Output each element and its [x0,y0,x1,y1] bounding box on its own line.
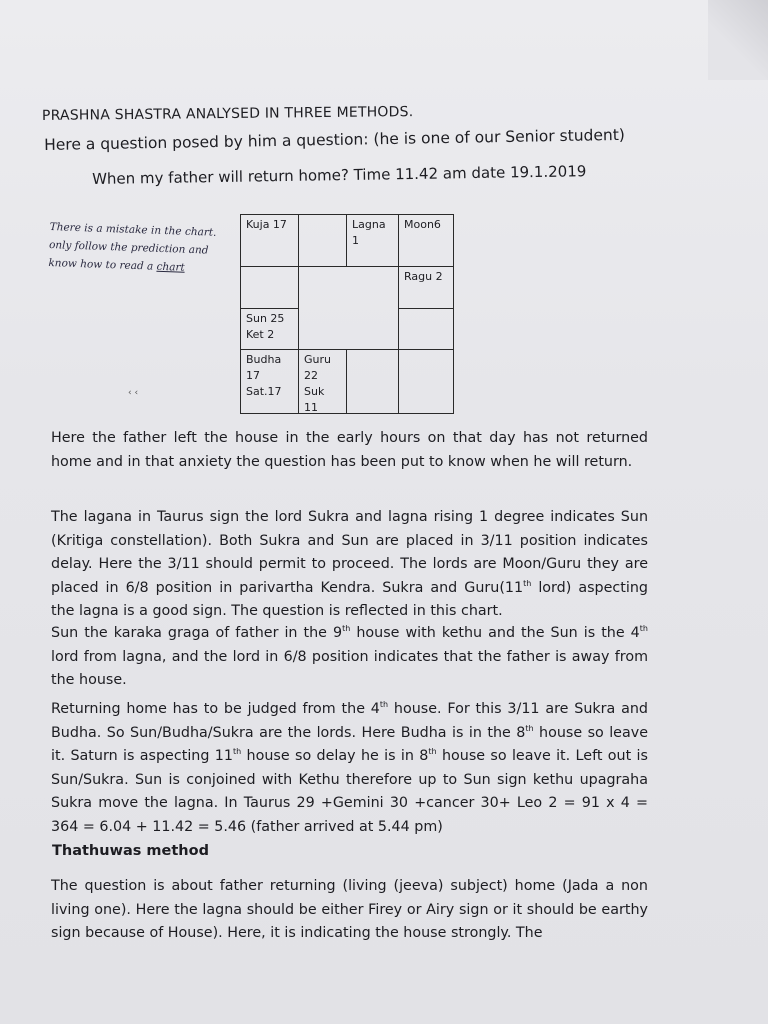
handwritten-note-text: There is a mistake in the chart. only follow the prediction and know how to read a [48,220,217,273]
pen-mark: ‹ ‹ [128,388,139,398]
section-subheading: Thathuwas method [52,843,209,859]
intro-line: Here a question posed by him a question: (he is one of our Senior student) [44,125,626,154]
chart-cell-r4c2: Guru 22 Suk 11 [298,349,347,414]
paragraph-4: Returning home has to be judged from the 4th house. For this 3/11 are Sukra and Budha. So Sun/Budha/Sukra are the lords. Here Budha is in the 8th house so leave it. Saturn is aspecting 11th house so delay he is in 8th house so leave it. Left out is Sun/Sukra. Sun is conjoined with Kethu therefore up to Sun sign kethu upagraha Sukra move the lagna. In Taurus 29 +Gemini 30 +cancer 30+ Leo 2 = 91 x 4 = 364 = 6.04 + 11.42 = 5.46 (father arrived at 5.44 pm) [51,700,648,835]
chart-cell-r3c1: Sun 25 Ket 2 [240,308,299,350]
question-line: When my father will return home? Time 11.42 am date 19.1.2019 [92,162,587,188]
chart-cell-r1c2 [298,214,347,267]
document-heading: PRASHNA SHASTRA ANALYSED IN THREE METHODS. [41,104,414,124]
paragraph-6: The question is about father returning (living (jeeva) subject) home (Jada a non living one). Here the lagna should be either Firey or Airy sign or it should be earthy sign because of House). Here, it is indicating the house strongly. The [51,878,648,941]
chart-cell-r4c4 [398,349,454,414]
paragraph-2: The lagana in Taurus sign the lord Sukra and lagna rising 1 degree indicates Sun (Kritiga constellation). Both Sukra and Sun are placed in 3/11 position indicates delay. Here the 3/11 should permit to proceed. The lords are Moon/Guru they are placed in 6/8 position in parivartha Kendra. Sukra and Guru(11th lord) aspecting the lagna is a good sign. The question is reflected in this chart. [51,509,648,619]
paragraph-1: Here the father left the house in the early hours on that day has not returned home and in that anxiety the question has been put to know when he will return. [51,430,648,470]
chart-cell-r4c3 [346,349,399,414]
page-corner-shadow [708,0,768,80]
chart-cell-r2c4: Ragu 2 [398,266,454,309]
chart-cell-r2c1 [240,266,299,309]
chart-center [298,266,399,350]
chart-cell-r4c1: Budha 17 Sat.17 [240,349,299,414]
handwritten-note-underlined: chart [156,260,185,274]
chart-cell-r1c4: Moon6 [398,214,454,267]
horoscope-chart [240,214,454,414]
paragraph-3: Sun the karaka graga of father in the 9th house with kethu and the Sun is the 4th lord from lagna, and the lord in 6/8 position indicates that the father is away from the house. [51,624,648,688]
chart-cell-r3c4 [398,308,454,350]
chart-cell-r1c3: Lagna 1 [346,214,399,267]
chart-cell-r1c1: Kuja 17 [240,214,299,267]
handwritten-note [48,218,235,278]
